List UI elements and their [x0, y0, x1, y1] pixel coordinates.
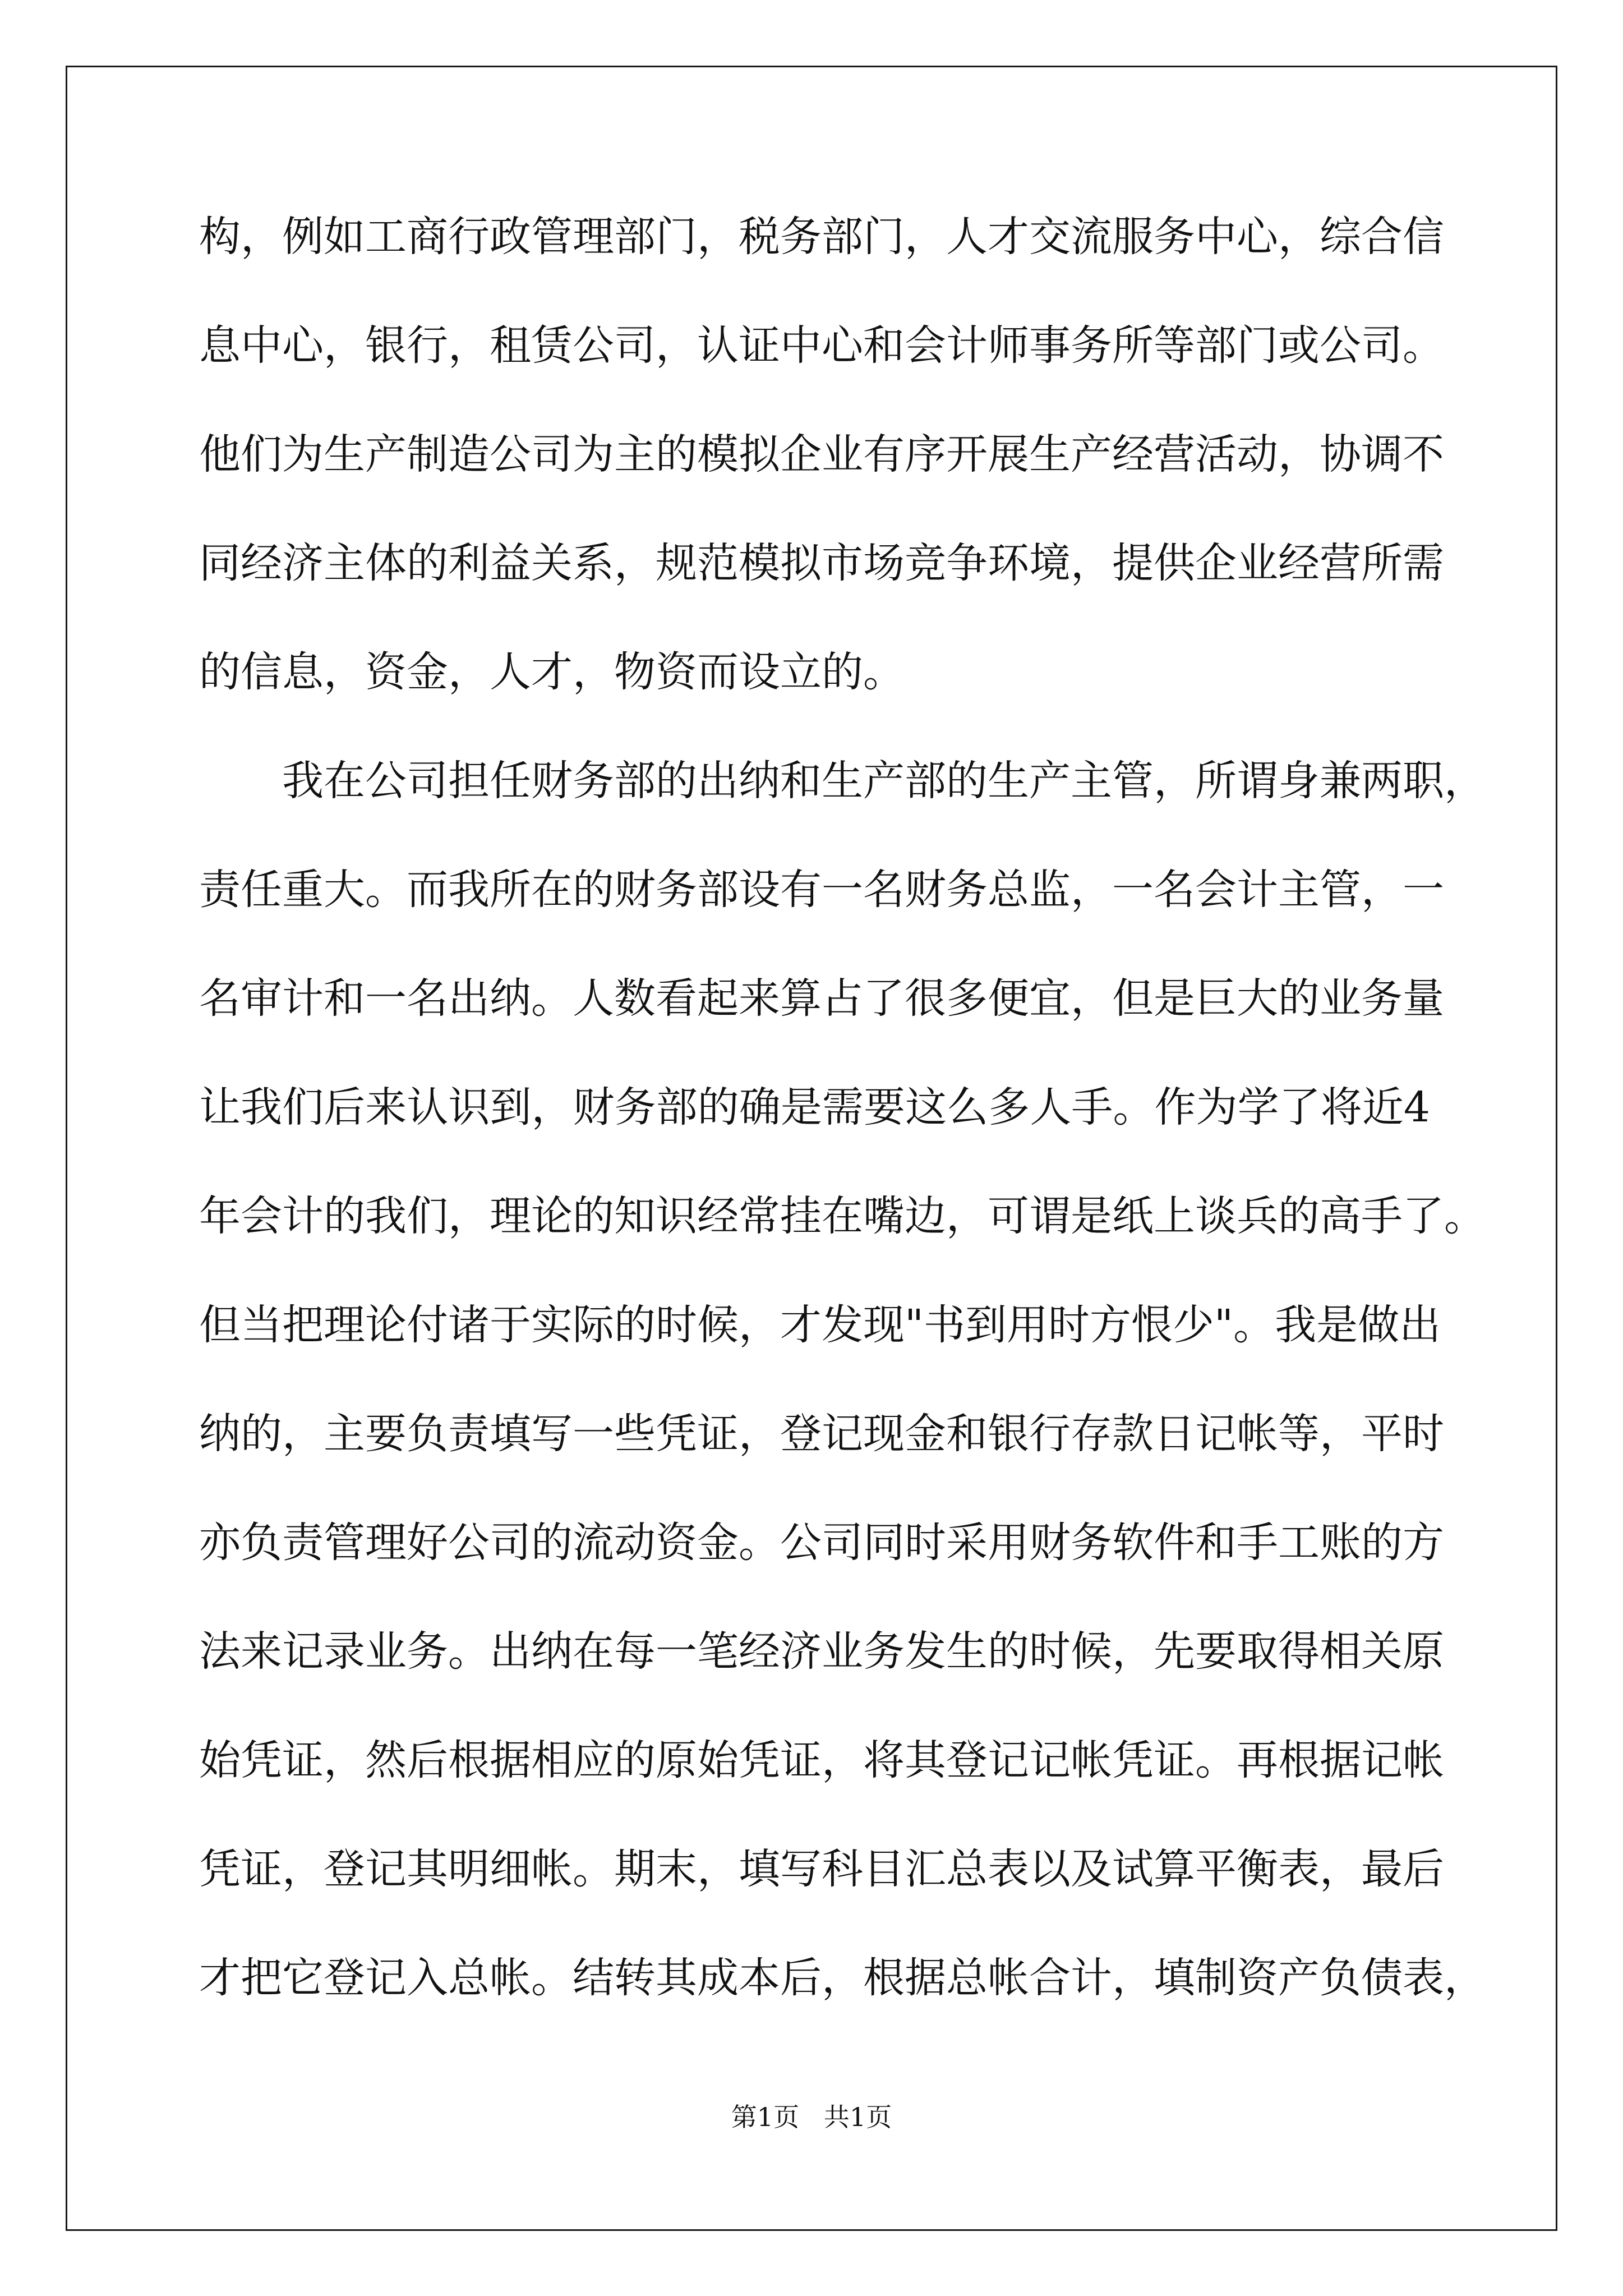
text-line: 让我们后来认识到，财务部的确是需要这么多人手。作为学了将近4 — [199, 1083, 1430, 1131]
text-line: 他们为生产制造公司为主的模拟企业有序开展生产经营活动，协调不 — [199, 430, 1444, 478]
text-line: 责任重大。而我所在的财务部设有一名财务总监，一名会计主管，一 — [199, 866, 1444, 914]
text-line: 法来记录业务。出纳在每一笔经济业务发生的时候，先要取得相关原 — [199, 1627, 1444, 1676]
text-line: 同经济主体的利益关系，规范模拟市场竞争环境，提供企业经营所需 — [199, 539, 1444, 587]
text-line: 年会计的我们，理论的知识经常挂在嘴边，可谓是纸上谈兵的高手了。 — [199, 1192, 1486, 1240]
text-line: 但当把理论付诸于实际的时候，才发现"书到用时方恨少"。我是做出 — [199, 1301, 1441, 1349]
text-line: 我在公司担任财务部的出纳和生产部的生产主管，所谓身兼两职， — [282, 757, 1486, 805]
text-line: 才把它登记入总帐。结转其成本后，根据总帐合计，填制资产负债表， — [199, 1954, 1486, 2002]
document-body — [199, 213, 1486, 2066]
text-line: 凭证，登记其明细帐。期末，填写科目汇总表以及试算平衡表，最后 — [199, 1845, 1444, 1893]
text-line: 构，例如工商行政管理部门，税务部门，人才交流服务中心，综合信 — [199, 213, 1444, 261]
text-line: 的信息，资金，人才，物资而设立的。 — [199, 648, 905, 696]
page-number-footer: 第1页 共1页 — [731, 2102, 892, 2132]
text-line: 名审计和一名出纳。人数看起来算占了很多便宜，但是巨大的业务量 — [199, 974, 1444, 1023]
text-line: 息中心，银行，租赁公司，认证中心和会计师事务所等部门或公司。 — [199, 321, 1444, 370]
text-line: 纳的，主要负责填写一些凭证，登记现金和银行存款日记帐等，平时 — [199, 1410, 1444, 1458]
text-line: 始凭证，然后根据相应的原始凭证，将其登记记帐凭证。再根据记帐 — [199, 1736, 1444, 1784]
text-line: 亦负责管理好公司的流动资金。公司同时采用财务软件和手工账的方 — [199, 1519, 1444, 1567]
